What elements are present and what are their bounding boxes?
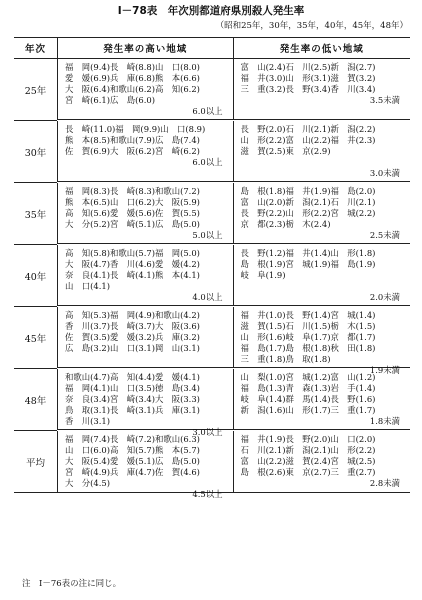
footnote: 注 I－76表の注に同じ。 xyxy=(22,579,122,589)
high-rate-line: 高 知(5.8)和歌山(5.7)福 岡(5.0) xyxy=(65,248,200,258)
low-rate-threshold: 1.9未満 xyxy=(369,365,400,375)
low-rate-cell xyxy=(234,431,411,492)
high-rate-line: 高 知(5.3)福 岡(4.9)和歌山(4.2) xyxy=(65,310,200,320)
high-rate-line: 大 阪(6.4)和歌山(6.2)高 知(6.2) xyxy=(65,84,200,94)
high-rate-line: 大 阪(5.4)愛 媛(5.1)広 島(5.0) xyxy=(65,456,200,466)
low-rate-line: 石 川(2.1)新 潟(2.1)山 形(2.2) xyxy=(240,445,376,455)
high-rate-cell xyxy=(57,369,234,437)
low-rate-line: 富 山(2.4)石 川(2.5)新 潟(2.7) xyxy=(240,62,376,72)
high-rate-line: 熊 本(6.5)山 口(6.2)大 阪(5.9) xyxy=(65,197,200,207)
high-rate-column-header: 発生率の高い地域 xyxy=(57,38,234,59)
low-rate-line: 長 野(2.0)石 川(2.1)新 潟(2.2) xyxy=(240,124,376,134)
low-rate-line: 島 根(2.6)東 京(2.7)三 重(2.7) xyxy=(240,467,376,477)
high-rate-threshold: 3.0以上 xyxy=(192,427,223,437)
low-rate-cell xyxy=(234,121,411,182)
low-rate-threshold: 2.5未満 xyxy=(369,230,400,240)
table-subtitle: （昭和25年，30年，35年，40年，45年，48年） xyxy=(215,21,408,31)
high-rate-line: 香 川(3.1) xyxy=(65,416,110,426)
high-rate-threshold xyxy=(65,354,233,365)
low-rate-line: 新 潟(1.6)山 形(1.7)三 重(1.7) xyxy=(240,405,376,415)
year-label: 平均 xyxy=(25,457,45,469)
low-rate-cell xyxy=(234,369,411,430)
low-rate-line: 山 形(1.6)岐 阜(1.7)京 都(1.7) xyxy=(240,332,376,342)
high-rate-cell xyxy=(57,245,234,306)
high-rate-line: 奈 良(4.1)長 崎(4.1)熊 本(4.1) xyxy=(65,270,200,280)
year-column-header: 年次 xyxy=(14,38,57,59)
high-rate-line: 熊 本(8.5)和歌山(7.9)広 島(7.4) xyxy=(65,135,200,145)
low-rate-line: 長 野(1.2)福 井(1.4)山 形(1.8) xyxy=(240,248,376,258)
low-rate-line: 滋 賀(2.5)東 京(2.9) xyxy=(240,146,331,156)
murder-rate-table xyxy=(14,37,410,499)
high-rate-line: 大 分(4.5) xyxy=(65,478,110,488)
high-rate-line: 佐 賀(6.9)大 阪(6.2)宮 崎(6.2) xyxy=(65,146,200,156)
low-rate-line: 富 山(2.0)新 潟(2.1)石 川(2.1) xyxy=(240,197,376,207)
low-rate-threshold: 1.8未満 xyxy=(369,416,400,426)
low-rate-cell xyxy=(234,183,411,244)
low-rate-cell xyxy=(234,245,411,306)
low-rate-line: 京 都(2.3)栃 木(2.4) xyxy=(240,219,331,229)
low-rate-column-header: 発生率の低い地域 xyxy=(234,38,411,59)
high-rate-threshold: 4.0以上 xyxy=(192,292,223,302)
year-label: 48年 xyxy=(14,369,57,431)
high-rate-line: 大 分(5.2)宮 崎(5.1)広 島(5.0) xyxy=(65,219,200,229)
high-rate-line: 高 知(5.6)愛 媛(5.6)佐 賀(5.5) xyxy=(65,208,200,218)
high-rate-line: 鳥 取(3.1)長 崎(3.1)兵 庫(3.1) xyxy=(65,405,200,415)
high-rate-line: 香 川(3.7)長 崎(3.7)大 阪(3.6) xyxy=(65,321,200,331)
year-label: 25年 xyxy=(14,59,57,121)
high-rate-cell xyxy=(57,183,234,244)
year-label: 45年 xyxy=(14,307,57,369)
high-rate-line: 長 崎(11.0)福 岡(9.9)山 口(8.9) xyxy=(65,124,206,134)
low-rate-line: 福 井(1.0)長 野(1.4)宮 城(1.4) xyxy=(240,310,376,320)
low-rate-threshold: 2.0未満 xyxy=(369,292,400,302)
high-rate-cell xyxy=(57,121,234,182)
low-rate-line: 福 島(1.7)島 根(1.8)秋 田(1.8) xyxy=(240,343,376,353)
low-rate-line: 福 井(1.9)長 野(2.0)山 口(2.0) xyxy=(240,434,376,444)
high-rate-line: 広 島(3.2)山 口(3.1)岡 山(3.1) xyxy=(65,343,200,353)
high-rate-cell xyxy=(57,59,234,120)
high-rate-line: 福 岡(9.4)長 崎(8.8)山 口(8.0) xyxy=(65,62,200,72)
low-rate-line: 滋 賀(1.5)石 川(1.5)栃 木(1.5) xyxy=(240,321,376,331)
high-rate-line: 宮 崎(6.1)広 島(6.0) xyxy=(65,95,155,105)
high-rate-line: 奈 良(3.4)宮 崎(3.4)大 阪(3.3) xyxy=(65,394,200,404)
high-rate-cell xyxy=(57,431,234,499)
high-rate-line: 愛 媛(6.9)兵 庫(6.8)熊 本(6.6) xyxy=(65,73,200,83)
low-rate-threshold: 3.5未満 xyxy=(369,95,400,105)
high-rate-line: 福 岡(4.1)山 口(3.5)徳 島(3.4) xyxy=(65,383,200,393)
high-rate-threshold: 5.0以上 xyxy=(192,230,223,240)
low-rate-cell xyxy=(234,59,411,120)
low-rate-threshold: 2.8未満 xyxy=(369,478,400,488)
high-rate-line: 佐 賀(3.5)愛 媛(3.2)兵 庫(3.2) xyxy=(65,332,200,342)
low-rate-line: 三 重(3.2)長 野(3.4)香 川(3.4) xyxy=(240,84,376,94)
low-rate-line: 山 形(2.2)富 山(2.2)福 井(2.3) xyxy=(240,135,376,145)
high-rate-line: 宮 崎(4.9)兵 庫(4.7)佐 賀(4.6) xyxy=(65,467,200,477)
high-rate-threshold: 6.0以上 xyxy=(192,106,223,116)
low-rate-line: 山 梨(1.0)宮 城(1.2)富 山(1.2) xyxy=(240,372,376,382)
low-rate-line: 島 根(1.9)宮 城(1.9)福 島(1.9) xyxy=(240,259,376,269)
high-rate-line: 福 岡(7.4)長 崎(7.2)和歌山(6.3) xyxy=(65,434,200,444)
low-rate-line: 岐 阜(1.4)群 馬(1.4)長 野(1.6) xyxy=(240,394,376,404)
high-rate-line: 福 岡(8.3)長 崎(8.3)和歌山(7.2) xyxy=(65,186,200,196)
high-rate-cell xyxy=(57,307,234,368)
low-rate-threshold: 3.0未満 xyxy=(369,168,400,178)
low-rate-line: 三 重(1.8)鳥 取(1.8) xyxy=(240,354,331,364)
high-rate-line: 山 口(4.1) xyxy=(65,281,110,291)
high-rate-line: 大 阪(4.7)香 川(4.6)愛 媛(4.2) xyxy=(65,259,200,269)
year-label: 40年 xyxy=(14,245,57,307)
low-rate-line: 岐 阜(1.9) xyxy=(240,270,286,280)
high-rate-threshold: 6.0以上 xyxy=(192,157,223,167)
low-rate-line: 福 井(3.0)山 形(3.1)滋 賀(3.2) xyxy=(240,73,376,83)
high-rate-line: 山 口(6.0)高 知(5.7)熊 本(5.7) xyxy=(65,445,200,455)
year-label: 35年 xyxy=(14,183,57,245)
low-rate-line: 長 野(2.2)山 形(2.2)宮 城(2.2) xyxy=(240,208,376,218)
high-rate-line: 和歌山(4.7)高 知(4.4)愛 媛(4.1) xyxy=(65,372,200,382)
low-rate-line: 富 山(2.2)滋 賀(2.4)宮 城(2.5) xyxy=(240,456,376,466)
low-rate-line: 福 島(1.3)青 森(1.3)岩 手(1.4) xyxy=(240,383,376,393)
year-label: 30年 xyxy=(14,121,57,183)
low-rate-line: 島 根(1.8)福 井(1.9)福 島(2.0) xyxy=(240,186,376,196)
high-rate-threshold: 4.5以上 xyxy=(192,489,223,499)
low-rate-cell xyxy=(234,307,411,375)
table-title: I－78表 年次別都道府県別殺人発生率 xyxy=(117,5,305,17)
